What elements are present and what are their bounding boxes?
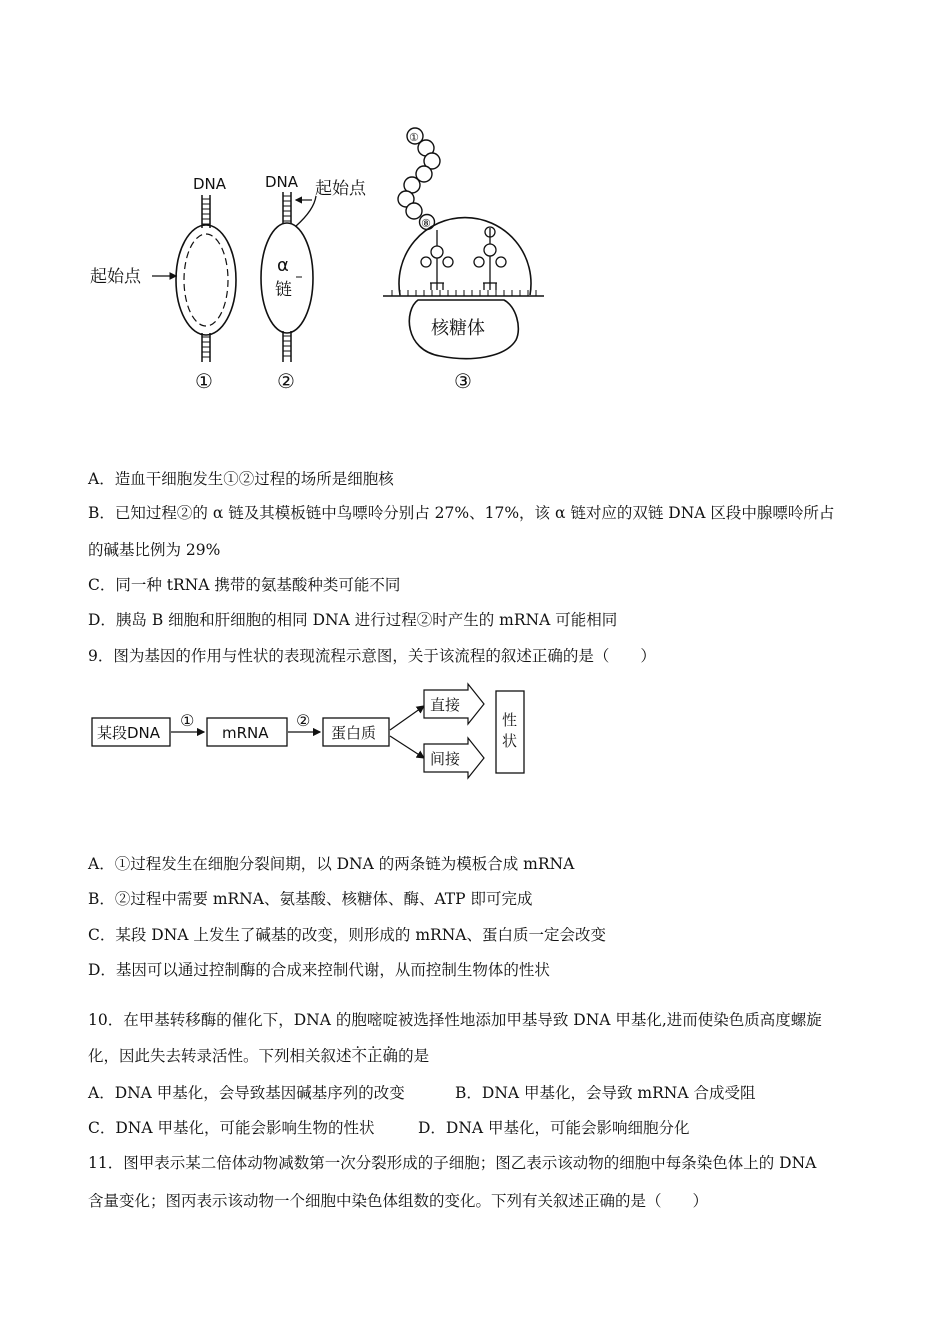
flow-step-2: ② [296,711,311,730]
q10-option-a: A．DNA 甲基化，会导致基因碱基序列的改变 [88,1084,405,1102]
flow-box-dna-label: 某段DNA [97,724,161,742]
replication-transcription-translation-figure [0,0,950,420]
q11-stem-line1: 11．图甲表示某二倍体动物减数第一次分裂形成的子细胞；图乙表示该动物的细胞中每条染色体上的 DNA [88,1154,817,1172]
trna-bottom-label: ⑧ [421,217,431,230]
q10-emphasis-1: 不 [351,1047,368,1065]
flow-indirect-label: 间接 [430,750,461,768]
q10-stem-line2 [88,1046,429,1066]
q10-option-c: C．DNA 甲基化，可能会影响生物的性状 [88,1119,375,1137]
q10-stem-text: 化，因此失去转录活性。下列相关叙述 [88,1047,352,1065]
panel-2-transcription [261,173,367,393]
flow-direct-label: 直接 [430,696,461,714]
trna-top-label: ① [409,131,419,144]
q10-option-d: D．DNA 甲基化，可能会影响细胞分化 [418,1119,690,1137]
flow-step-1: ① [180,711,195,730]
q9-stem: 9．图为基因的作用与性状的表现流程示意图，关于该流程的叙述正确的是（ ） [88,647,656,665]
alpha-label: α [277,255,289,276]
q8-option-c: C．同一种 tRNA 携带的氨基酸种类可能不同 [88,576,401,594]
ribosome-label: 核糖体 [431,318,485,339]
q9-option-a: A．①过程发生在细胞分裂间期，以 DNA 的两条链为模板合成 mRNA [88,855,575,873]
q9-option-d: D．基因可以通过控制酶的合成来控制代谢，从而控制生物体的性状 [88,961,550,979]
chain-label: 链 [275,280,292,300]
flow-box-protein-label: 蛋白质 [331,724,377,742]
gene-trait-flowchart [0,680,950,810]
q9-option-c: C．某段 DNA 上发生了碱基的改变，则形成的 mRNA、蛋白质一定会改变 [88,926,606,944]
panel-1-replication [90,175,236,393]
panel-3-translation [383,128,544,393]
q10-emphasis-3: 确 [382,1047,399,1065]
q8-option-b-line2: 的碱基比例为 29% [88,541,221,559]
flow-trait-label-1: 性 [502,711,518,729]
dna-label-1: DNA [193,175,227,193]
dna-label-2: DNA [265,173,299,191]
origin-label-right: 起始点 [315,179,366,199]
origin-label-left: 起始点 [90,267,141,287]
q9-option-b: B．②过程中需要 mRNA、氨基酸、核糖体、酶、ATP 即可完成 [88,890,533,908]
q10-stem-end: 的是 [398,1047,430,1065]
q11-stem-line2: 含量变化；图丙表示该动物一个细胞中染色体组数的变化。下列有关叙述正确的是（ ） [88,1192,709,1210]
panel-label-2: ② [277,369,295,393]
q8-option-d: D．胰岛 B 细胞和肝细胞的相同 DNA 进行过程②时产生的 mRNA 可能相同 [88,611,618,629]
q8-option-b-line1: B．已知过程②的 α 链及其模板链中鸟嘌呤分别占 27%、17%，该 α 链对应的双链 DNA 区段中腺嘌呤所占 [88,504,835,522]
panel-label-3: ③ [454,369,472,393]
flow-trait-label-2: 状 [502,732,518,750]
q8-option-a: A．造血干细胞发生①②过程的场所是细胞核 [88,470,394,488]
q10-emphasis-2: 正 [367,1047,383,1065]
q10-option-b: B．DNA 甲基化，会导致 mRNA 合成受阻 [455,1084,756,1102]
panel-label-1: ① [195,369,213,393]
flow-box-mrna-label: mRNA [222,724,269,742]
q10-stem-line1: 10．在甲基转移酶的催化下，DNA 的胞嘧啶被选择性地添加甲基导致 DNA 甲基化,进而使染色质高度螺旋 [88,1011,822,1029]
